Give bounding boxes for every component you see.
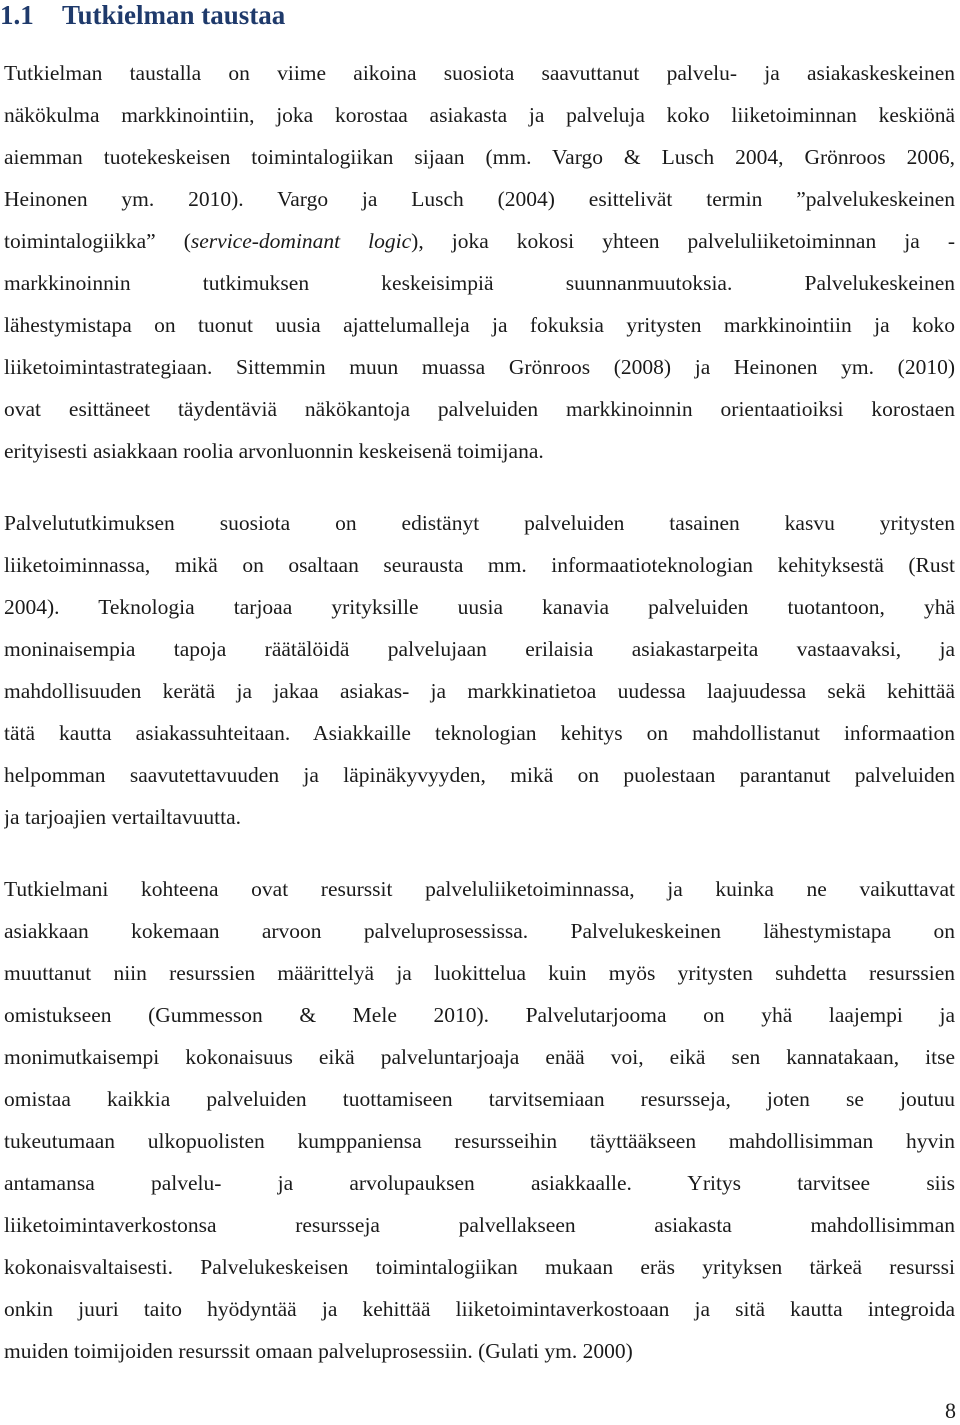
text-line: kokonaisvaltaisesti. Palvelukeskeisen toimintalogiikan mukaan eräs yrityksen tärkeä resurssi bbox=[4, 1255, 955, 1279]
text-line: liiketoimintastrategiaan. Sittemmin muun muassa Grönroos (2008) ja Heinonen ym. (2010) bbox=[4, 355, 955, 379]
text-line: aiemman tuotekeskeisen toimintalogiikan sijaan (mm. Vargo & Lusch 2004, Grönroos 2006, bbox=[4, 145, 955, 169]
text-line: liiketoimintaverkostonsa resursseja palvellakseen asiakasta mahdollisimman bbox=[4, 1213, 955, 1237]
section-heading bbox=[0, 0, 285, 30]
text-line: omistukseen (Gummesson & Mele 2010). Palvelutarjooma on yhä laajempi ja bbox=[4, 1003, 955, 1027]
text-line: mahdollisuuden kerätä ja jakaa asiakas- ja markkinatietoa uudessa laajuudessa sekä kehittää bbox=[4, 679, 955, 703]
section-number: 1.1 bbox=[0, 0, 34, 30]
text-line: moninaisempia tapoja räätälöidä palvelujaan erilaisia asiakastarpeita vastaavaksi, ja bbox=[4, 637, 955, 661]
text-line: onkin juuri taito hyödyntää ja kehittää liiketoimintaverkostoaan ja sitä kautta integroida bbox=[4, 1297, 955, 1321]
text-line: ja tarjoajien vertailtavuutta. bbox=[4, 805, 241, 829]
text-line: ovat esittäneet täydentäviä näkökantoja palveluiden markkinoinnin orientaatioiksi korostaen bbox=[4, 397, 955, 421]
text-line: omistaa kaikkia palveluiden tuottamiseen tarvitsemiaan resursseja, joten se joutuu bbox=[4, 1087, 955, 1111]
text-line: Tutkielman taustalla on viime aikoina suosiota saavuttanut palvelu- ja asiakaskeskeinen bbox=[4, 61, 955, 85]
text-line: Heinonen ym. 2010). Vargo ja Lusch (2004) esittelivät termin ”palvelukeskeinen bbox=[4, 187, 955, 211]
text-line: muuttanut niin resurssien määrittelyä ja luokittelua kuin myös yritysten suhdetta resurssien bbox=[4, 961, 955, 985]
text-line: näkökulma markkinointiin, joka korostaa asiakasta ja palveluja koko liiketoiminnan keskiönä bbox=[4, 103, 955, 127]
text-line: asiakkaan kokemaan arvoon palveluprosessissa. Palvelukeskeinen lähestymistapa on bbox=[4, 919, 955, 943]
text-line: Palvelututkimuksen suosiota on edistänyt palveluiden tasainen kasvu yritysten bbox=[4, 511, 955, 535]
text-line: erityisesti asiakkaan roolia arvonluonnin keskeisenä toimijana. bbox=[4, 439, 544, 463]
text-line: muiden toimijoiden resurssit omaan palveluprosessiin. (Gulati ym. 2000) bbox=[4, 1339, 633, 1363]
text-line: tätä kautta asiakassuhteitaan. Asiakkaille teknologian kehitys on mahdollistanut informaation bbox=[4, 721, 955, 745]
text-line: markkinoinnin tutkimuksen keskeisimpiä suunnanmuutoksia. Palvelukeskeinen bbox=[4, 271, 955, 295]
page-number: 8 bbox=[945, 1398, 956, 1423]
text-line: tukeutumaan ulkopuolisten kumppaniensa resursseihin täyttääkseen mahdollisimman hyvin bbox=[4, 1129, 955, 1153]
text-line: monimutkaisempi kokonaisuus eikä palveluntarjoaja enää voi, eikä sen kannatakaan, itse bbox=[4, 1045, 955, 1069]
text-line: liiketoiminnassa, mikä on osaltaan seurausta mm. informaatioteknologian kehityksestä (Rust bbox=[4, 553, 955, 577]
text-line: 2004). Teknologia tarjoaa yrityksille uusia kanavia palveluiden tuotantoon, yhä bbox=[4, 595, 955, 619]
text-line: Tutkielmani kohteena ovat resurssit palveluliiketoiminnassa, ja kuinka ne vaikuttavat bbox=[4, 877, 955, 901]
text-line: toimintalogiikka” (service-dominant logic), joka kokosi yhteen palveluliiketoiminnan ja - bbox=[4, 229, 955, 253]
text-line: lähestymistapa on tuonut uusia ajattelumalleja ja fokuksia yritysten markkinointiin ja koko bbox=[4, 313, 955, 337]
text-line: helpomman saavutettavuuden ja läpinäkyvyyden, mikä on puolestaan parantanut palveluiden bbox=[4, 763, 955, 787]
section-title: Tutkielman taustaa bbox=[62, 0, 286, 30]
text-line: antamansa palvelu- ja arvolupauksen asiakkaalle. Yritys tarvitsee siis bbox=[4, 1171, 955, 1195]
